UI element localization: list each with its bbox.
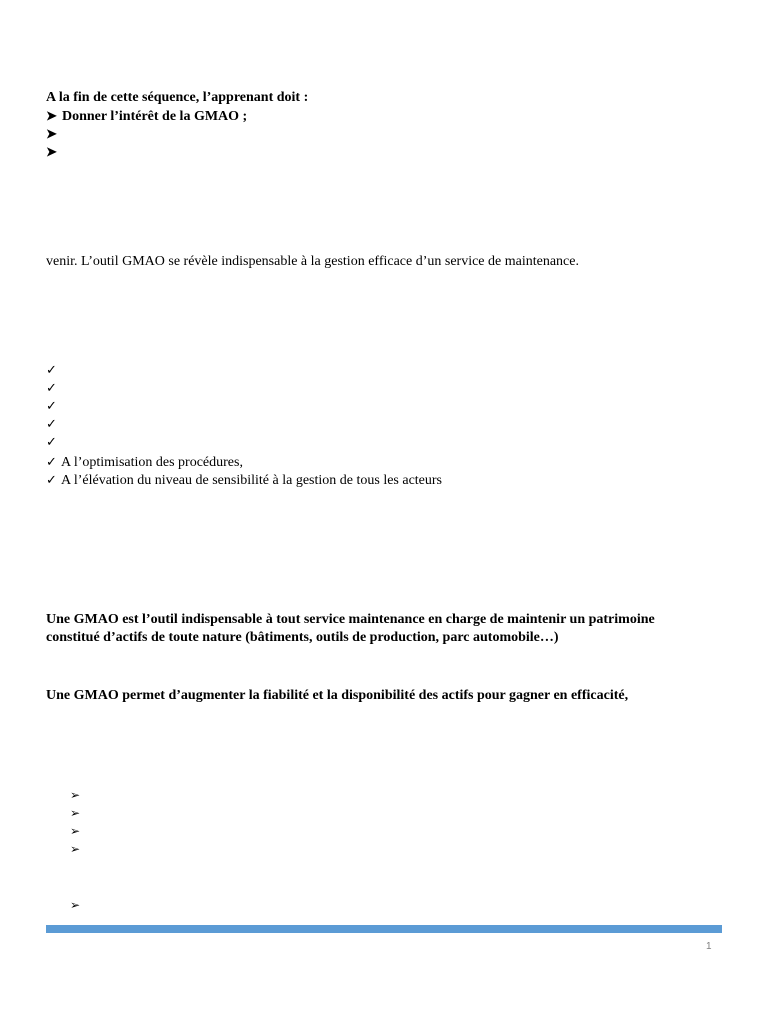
checkmark-icon: ✓	[46, 416, 57, 431]
checkmark-icon: ✓	[46, 472, 57, 487]
benefit-item	[46, 397, 61, 416]
objective-item-text: Donner l’intérêt de la GMAO ;	[62, 109, 248, 124]
benefit-item	[46, 433, 61, 452]
definition-line-1: Une GMAO est l’outil indispensable à tout service maintenance en charge de maintenir un patrimoine	[46, 612, 655, 627]
purpose-paragraph: Une GMAO permet d’augmenter la fiabilité et la disponibilité des actifs pour gagner en efficacité,	[46, 688, 629, 703]
objective-item	[46, 125, 62, 144]
arrowhead-bullet-icon: ➤	[46, 108, 57, 123]
arrowhead-bullet-icon: ➢	[70, 806, 81, 820]
benefit-item	[46, 379, 61, 398]
checkmark-icon: ✓	[46, 362, 57, 377]
arrowhead-bullet-icon: ➢	[70, 788, 81, 802]
checkmark-icon: ✓	[46, 454, 57, 469]
definition-line-2: constitué d’actifs de toute nature (bâtiments, outils de production, parc automobile…)	[46, 630, 559, 645]
checkmark-icon: ✓	[46, 398, 57, 413]
intro-paragraph: venir. L’outil GMAO se révèle indispensable à la gestion efficace d’un service de maintenance.	[46, 254, 579, 269]
objective-item	[46, 107, 247, 126]
checkmark-icon: ✓	[46, 380, 57, 395]
checkmark-icon: ✓	[46, 434, 57, 449]
arrowhead-bullet-icon: ➢	[70, 898, 81, 912]
arrowhead-bullet-icon: ➤	[46, 126, 57, 141]
benefit-item-text: A l’optimisation des procédures,	[61, 455, 243, 470]
footer-divider-bar	[46, 925, 722, 933]
benefit-item	[46, 361, 61, 380]
page-number: 1	[706, 941, 712, 952]
benefit-item	[46, 453, 243, 472]
objective-item	[46, 143, 62, 162]
arrowhead-bullet-icon: ➢	[70, 842, 81, 856]
arrowhead-bullet-icon: ➤	[46, 144, 57, 159]
benefit-item	[46, 415, 61, 434]
arrowhead-bullet-icon: ➢	[70, 824, 81, 838]
objectives-heading: A la fin de cette séquence, l’apprenant doit :	[46, 90, 309, 105]
benefit-item	[46, 471, 442, 490]
benefit-item-text: A l’élévation du niveau de sensibilité à la gestion de tous les acteurs	[61, 473, 443, 488]
